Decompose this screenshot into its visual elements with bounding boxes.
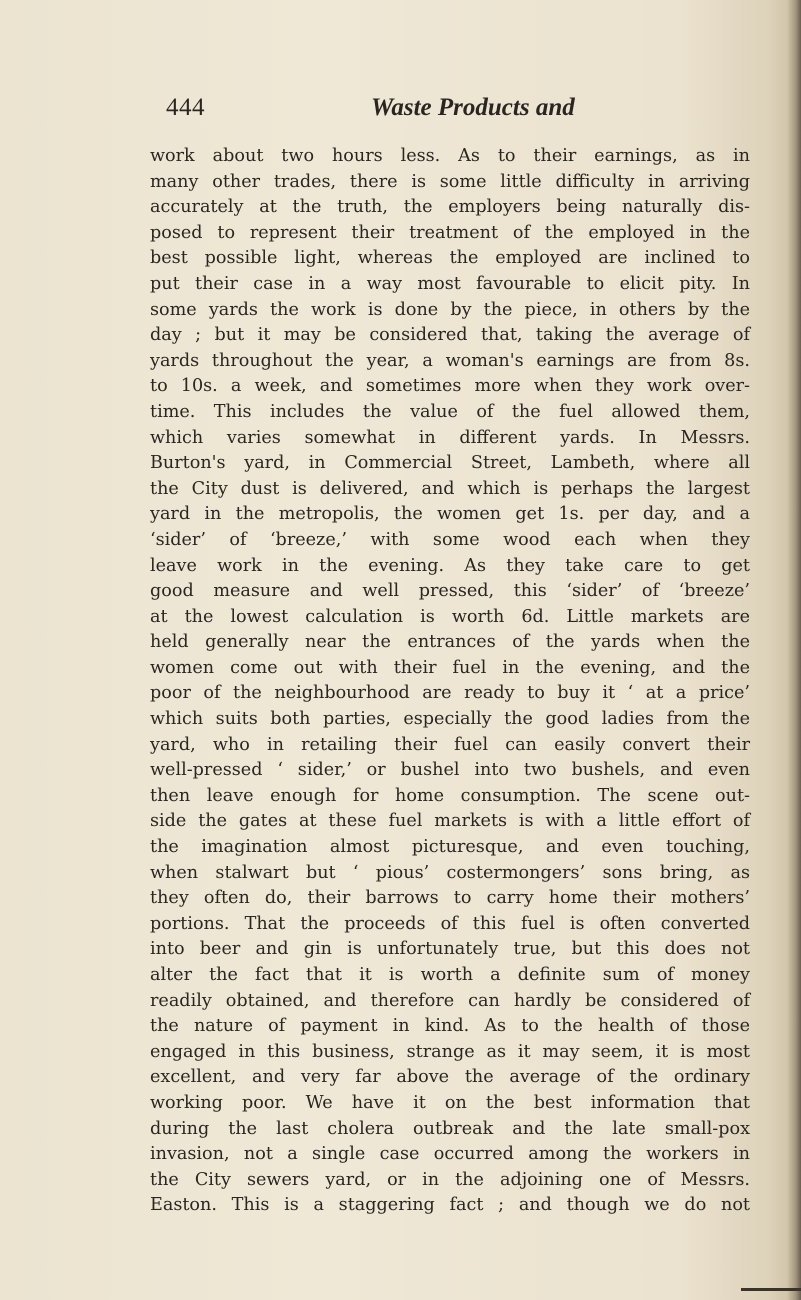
text-line: readily obtained, and therefore can hardly be considered of — [150, 990, 750, 1011]
text-line: then leave enough for home consumption. The scene out- — [150, 785, 750, 806]
text-line: invasion, not a single case occurred among the workers in — [150, 1144, 750, 1165]
text-line: working poor. We have it on the best information that — [150, 1092, 750, 1113]
text-line: when stalwart but ‘ pious’ costermongers’ sons bring, as — [150, 862, 750, 883]
text-line: Easton. This is a staggering fact ; and though we do not — [150, 1195, 750, 1216]
text-line: put their case in a way most favourable to elicit pity. In — [150, 273, 750, 294]
text-line: yard, who in retailing their fuel can easily convert their — [150, 734, 750, 755]
text-line: side the gates at these fuel markets is with a little effort of — [150, 811, 750, 832]
text-line: they often do, their barrows to carry home their mothers’ — [150, 888, 750, 909]
text-line: some yards the work is done by the piece, in others by the — [150, 299, 750, 320]
text-line: well-pressed ‘ sider,’ or bushel into two bushels, and even — [150, 760, 750, 781]
page-edge-shadow — [787, 0, 801, 1300]
text-line: good measure and well pressed, this ‘sider’ of ‘breeze’ — [150, 581, 750, 602]
text-line: leave work in the evening. As they take care to get — [150, 555, 750, 576]
text-line: the nature of payment in kind. As to the health of those — [150, 1016, 750, 1037]
text-line: at the lowest calculation is worth 6d. Little markets are — [150, 606, 750, 627]
text-line: many other trades, there is some little difficulty in arriving — [150, 171, 750, 192]
text-line: day ; but it may be considered that, taking the average of — [150, 325, 750, 346]
text-line: best possible light, whereas the employed are inclined to — [150, 248, 750, 269]
text-line: excellent, and very far above the average of the ordinary — [150, 1067, 750, 1088]
running-head: Waste Products and — [371, 94, 575, 121]
text-line: accurately at the truth, the employers being naturally dis- — [150, 197, 750, 218]
page-number: 444 — [166, 94, 205, 121]
text-line: which suits both parties, especially the good ladies from the — [150, 709, 750, 730]
page-edge-rule — [741, 1288, 801, 1291]
text-line: the City dust is delivered, and which is perhaps the largest — [150, 478, 750, 499]
text-line: time. This includes the value of the fuel allowed them, — [150, 401, 750, 422]
text-line: engaged in this business, strange as it may seem, it is most — [150, 1041, 750, 1062]
text-line: the imagination almost picturesque, and even touching, — [150, 837, 750, 858]
page-header — [166, 94, 726, 134]
text-line: alter the fact that it is worth a definite sum of money — [150, 965, 750, 985]
text-line: during the last cholera outbreak and the late small-pox — [150, 1118, 750, 1139]
text-line: which varies somewhat in different yards. In Messrs. — [150, 427, 750, 448]
text-line: yards throughout the year, a woman's earnings are from 8s. — [150, 350, 750, 371]
text-line: to 10s. a week, and sometimes more when they work over- — [150, 376, 750, 397]
text-line: women come out with their fuel in the evening, and the — [150, 657, 750, 678]
body-text — [150, 144, 750, 1219]
text-line: the City sewers yard, or in the adjoining one of Messrs. — [150, 1169, 750, 1190]
text-line: posed to represent their treatment of the employed in the — [150, 222, 750, 243]
text-line: portions. That the proceeds of this fuel is often converted — [150, 913, 750, 934]
text-line: Burton's yard, in Commercial Street, Lambeth, where all — [150, 453, 750, 474]
text-line: yard in the metropolis, the women get 1s. per day, and a — [150, 504, 750, 525]
text-line: work about two hours less. As to their earnings, as in — [150, 146, 750, 166]
text-line: ‘sider’ of ‘breeze,’ with some wood each when they — [150, 529, 750, 550]
text-line: held generally near the entrances of the yards when the — [150, 632, 750, 653]
text-line: into beer and gin is unfortunately true, but this does not — [150, 939, 750, 960]
text-line: poor of the neighbourhood are ready to buy it ‘ at a price’ — [150, 683, 750, 704]
